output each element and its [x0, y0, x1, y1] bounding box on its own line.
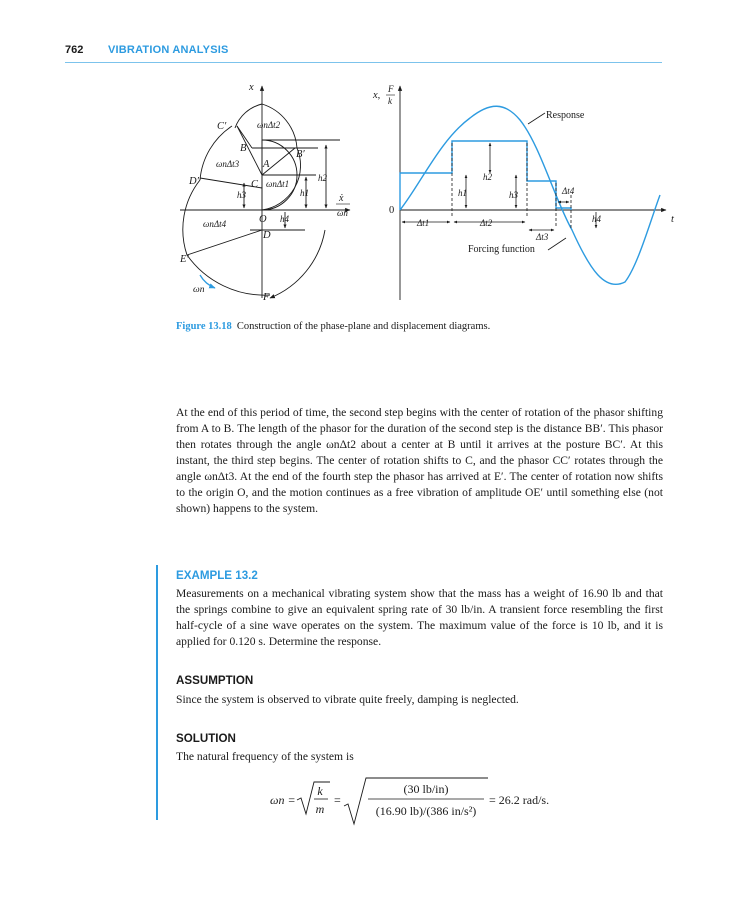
label-point-c: C [251, 179, 259, 190]
eq-lhs: ωn = [270, 793, 296, 807]
response-label: Response [546, 110, 585, 121]
disp-label-t: t [671, 214, 674, 225]
eq-m: m [315, 802, 325, 816]
label-dt3: Δt3 [536, 232, 549, 242]
phase-plane-diagram [180, 86, 350, 298]
label-point-d: D [263, 230, 271, 241]
page-number: 762 [65, 44, 84, 56]
figure-caption-label: Figure 13.18 [176, 321, 232, 332]
label-point-dp: D′ [189, 176, 199, 187]
natural-frequency-equation [0, 770, 737, 830]
response-leader [528, 113, 545, 124]
label-angle-1: ωnΔt1 [266, 179, 290, 189]
label-dt2: Δt2 [480, 218, 493, 228]
label-point-b: B [240, 143, 247, 154]
disp-label-x: x, [373, 90, 381, 101]
eq-result: = 26.2 rad/s. [489, 793, 550, 807]
disp-origin: 0 [389, 205, 395, 216]
eq-k: k [317, 784, 323, 798]
displacement-diagram [400, 86, 666, 300]
disp-label-h4: h4 [592, 214, 601, 224]
label-h3-left: h3 [237, 190, 246, 200]
label-h1-left: h1 [300, 188, 309, 198]
example-text: Measurements on a mechanical vibrating system show that the mass has a weight of 16.90 lb and that the springs combine to give an equivalent spring rate of 30 lb/in. A transient force resembling the first half-cycle of a sine wave operates on the system. The maximum value of the force is 10 lb, and it is applied for 0.120 s. Determine the response. [176, 587, 663, 648]
solution-title: SOLUTION [176, 732, 236, 745]
label-point-f: F [263, 292, 270, 303]
forcing-function-label: Forcing function [468, 244, 535, 255]
response-curve [400, 106, 660, 284]
forcing-leader [548, 238, 566, 250]
solution-text: The natural frequency of the system is [176, 750, 354, 763]
label-point-a: A [263, 159, 270, 170]
figure-caption [176, 321, 490, 332]
label-omega-n-rotation: ωn [193, 285, 205, 295]
label-angle-4: ωnΔt4 [203, 219, 227, 229]
label-point-ep: E′ [180, 254, 189, 265]
disp-label-k: k [388, 96, 392, 106]
chapter-title: VIBRATION ANALYSIS [108, 44, 229, 56]
body-paragraph: At the end of this period of time, the second step begins with the center of rotation of the phasor shifting from A to B. The length of the phasor for the duration of the second step is the distance BB′. This phasor then rotates through the angle ωnΔt2 about a center at B until it arrives at the posture BC′. At this instant, the third step begins. The center of rotation shifts to C, and the phasor CC′ rotates through the angle ωnΔt3. At the end of the fourth step the phasor has arrived at E′. The center of rotation now shifts to the origin O, and the motion continues as a free vibration of amplitude OE′ until something else (not shown) happens to the system. [176, 406, 663, 515]
disp-label-F: F [388, 84, 394, 94]
label-xdot: ẋ [339, 193, 344, 204]
disp-label-h3: h3 [509, 190, 518, 200]
arc-c [200, 126, 232, 180]
disp-label-h2: h2 [483, 172, 492, 182]
label-point-bp: B′ [296, 149, 305, 160]
eq-equals: = [334, 793, 341, 807]
label-omega-n-den: ωn [337, 208, 348, 218]
label-point-cp: C′ [217, 121, 227, 132]
label-dt4: Δt4 [562, 186, 575, 196]
label-h4-left: h4 [280, 214, 289, 224]
assumption-title: ASSUMPTION [176, 674, 254, 687]
arc-d [183, 180, 200, 255]
figure-caption-text: Construction of the phase-plane and displacement diagrams. [236, 321, 491, 332]
eq-numerator: (30 lb/in) [403, 782, 449, 796]
example-title: EXAMPLE 13.2 [176, 569, 258, 582]
displacement-labels [372, 84, 675, 255]
label-dt1: Δt1 [417, 218, 430, 228]
eq-denominator: (16.90 lb)/(386 in/s²) [375, 804, 477, 818]
assumption-text: Since the system is observed to vibrate quite freely, damping is neglected. [176, 693, 519, 706]
label-angle-2: ωnΔt2 [257, 120, 281, 130]
large-return-arc [270, 230, 325, 298]
label-point-o: O [259, 214, 267, 225]
label-x: x [249, 82, 254, 93]
figure-13-18 [0, 0, 737, 320]
label-angle-3: ωnΔt3 [216, 159, 240, 169]
phase-plane-labels [179, 82, 350, 303]
disp-label-h1: h1 [458, 188, 467, 198]
label-h2-left: h2 [318, 173, 327, 183]
phasor-d [187, 230, 262, 255]
